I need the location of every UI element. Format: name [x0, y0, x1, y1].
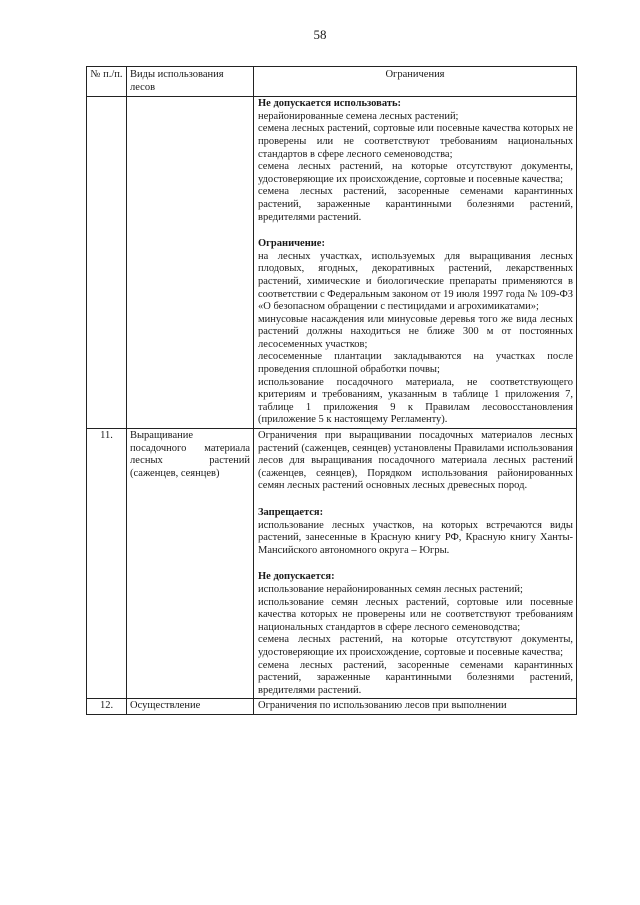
restrictions-table: [86, 66, 577, 715]
restriction-item: Ограничения при выращивании посадочных материалов лесных растений (саженцев, сеянцев) установлены Правилами использования лесов для выращивания посадочного материала лесных растений (саженцев, сеянцев), Порядком использования районированных семян лесных растений основных лесных древесных пород.: [258, 430, 573, 492]
restriction-block: [258, 238, 573, 427]
restriction-block-title: Ограничение:: [258, 238, 325, 250]
header-restrictions: Ограничения: [254, 67, 577, 97]
row-kind: Осуществление: [127, 699, 254, 715]
restriction-item: семена лесных растений, засоренные семенами карантинных растений, зараженные карантинными болезнями растений, вредителями растений.: [258, 186, 573, 223]
header-number: № п./п.: [87, 67, 127, 97]
row-restrictions: [254, 97, 577, 429]
restriction-item: семена лесных растений, на которые отсутствуют документы, удостоверяющие их происхождение, сортовые и посевные качества;: [258, 161, 573, 185]
table-header-row: [87, 67, 577, 97]
restriction-block: [258, 571, 573, 697]
table-body: [87, 97, 577, 715]
restriction-item: минусовые насаждения или минусовые деревья того же вида лесных растений должны находиться не ближе 300 м от постоянных лесосеменных участков;: [258, 313, 573, 350]
restriction-block: [258, 430, 573, 493]
row-restrictions: [254, 429, 577, 699]
row-kind: Выращивание посадочного материала лесных растений (саженцев, сеянцев): [127, 429, 254, 699]
header-kind: Виды использования лесов: [127, 67, 254, 97]
restriction-block-title: Не допускается:: [258, 571, 335, 583]
table-row: [87, 429, 577, 699]
restriction-item: семена лесных растений, на которые отсутствуют документы, удостоверяющие их происхождение, сортовые и посевные качества;: [258, 634, 573, 658]
restriction-item: на лесных участках, используемых для выращивания лесных плодовых, ягодных, декоративных растений, лекарственных растений, химические и биологические препараты применяются в соответствии с Федеральным законом от 19 июля 1997 года № 109-ФЗ «О безопасном обращении с пестицидами и агрохимикатами»;: [258, 250, 573, 313]
restriction-item: Ограничения по использованию лесов при выполнении: [258, 700, 507, 712]
restriction-block-title: Не допускается использовать:: [258, 98, 402, 110]
row-number: 11.: [87, 429, 127, 699]
restriction-item: использование посадочного материала, не соответствующего критериям и требованиям, указанным в таблице 1 приложения 7, таблице 1 приложения 9 к Правилам лесовосстановления (приложение 5 к настоящему Регламенту).: [258, 376, 573, 426]
restriction-block-title: Запрещается:: [258, 507, 324, 518]
restriction-item: использование лесных участков, на которых встречаются виды растений, занесенные в Красную книгу РФ, Красную книгу Ханты-Мансийского автономного округа – Югры.: [258, 519, 573, 556]
restriction-block: [258, 700, 573, 713]
restriction-item: семена лесных растений, засоренные семенами карантинных растений, зараженные карантинными болезнями растений, вредителями растений.: [258, 659, 573, 696]
restriction-item: использование семян лесных растений, сортовые или посевные качества которых не проверены или не соответствуют требованиям национальных стандартов в сфере лесного семеноводства;: [258, 596, 573, 633]
table-row: [87, 699, 577, 715]
row-kind: [127, 97, 254, 429]
restriction-item: лесосеменные плантации закладываются на участках после проведения сплошной обработки почвы;: [258, 351, 573, 376]
restriction-item: использование нерайонированных семян лесных растений;: [258, 583, 523, 595]
restriction-item: семена лесных растений, сортовые или посевные качества которых не проверены или не соответствуют требованиям национальных стандартов в сфере лесного семеноводства;: [258, 123, 573, 160]
restriction-block: [258, 507, 573, 557]
restriction-block: [258, 98, 573, 224]
restriction-item: нерайонированные семена лесных растений;: [258, 110, 459, 122]
page-number: 58: [313, 27, 327, 42]
row-number: 12.: [87, 699, 127, 715]
table-row: [87, 97, 577, 429]
row-restrictions: [254, 699, 577, 715]
row-number: [87, 97, 127, 429]
